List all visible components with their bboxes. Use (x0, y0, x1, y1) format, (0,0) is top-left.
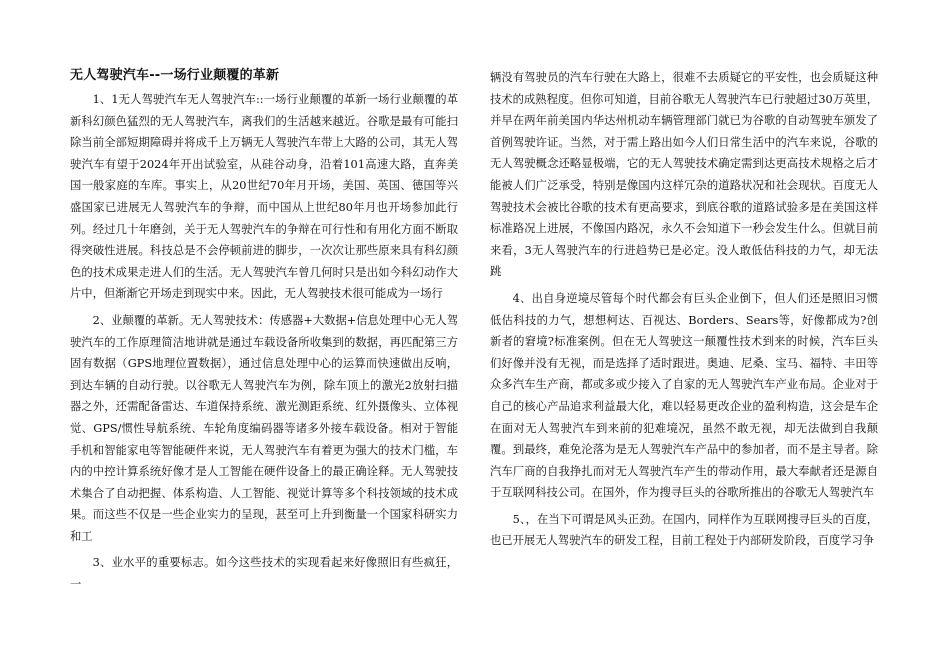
left-column (70, 66, 458, 601)
paragraph-3-start: 3、业水平的重要标志。如今这些技术的实现看起来好像照旧有些疯狂，一 (70, 556, 458, 592)
paragraph-1: 1、1无人驾驶汽车无人驾驶汽车::一场行业颠覆的革新一场行业颠覆的革新科幻颜色猛烈的无人驾驶汽车，离我们的生活越来越近。谷歌是最有可能扫除当前全部短期障碍并将成千上万辆无人驾驶汽车带上大路的公司，其无人驾驶汽车有望于2024年开出试验室，从硅谷动身，沿着101高速大路，直奔美国一般家庭的车库。事实上，从20世纪70年月开场，美国、英国、德国等兴盛国家已进展无人驾驶汽车的争辩，而中国从上世纪80年月也开场参加此行列。经过几十年磨剑，关于无人驾驶汽车的争辩在可行性和有用化方面不断取得突破性进展。科技总是不会停顿前进的脚步，一次次让那些原来具有科幻颜色的技术成果走进人们的生活。无人驾驶汽车曾几何时只是出如今科幻动作大片中，但渐渐它开场走到现实中来。因此，无人驾驶技术很可能成为一场行 (70, 93, 458, 301)
paragraph-5: 5、，在当下可谓是风头正劲。在国内，同样作为互联网搜寻巨头的百度，也已开展无人驾驶汽车的研发工程，目前工程处于内部研发阶段，百度学习争 (490, 512, 878, 548)
paragraph-3-continued: 辆没有驾驶员的汽车行驶在大路上，很难不去质疑它的平安性，也会质疑这种技术的成熟程度。但你可知道，目前谷歌无人驾驶汽车已行驶超过30万英里，并早在两年前美国内华达州机动车辆管理部门就已为谷歌的自动驾驶车颁发了首例驾驶许证。当然，对于需上路出如今人们日常生活中的汽车来说，谷歌的无人驾驶概念还略显极端，它的无人驾驶技术确定需到达更高技术规格之后才能被人们广泛承受，特别是像国内这样冗杂的道路状况和社会现状。百度无人驾驶技术会被比谷歌的技术有更高要求，到底谷歌的道路试验多是在美国这样标准路况上进展，不像国内路况，永久不会知道下一秒会发生什么。但就目前来看，3无人驾驶汽车的行进趋势已是必定。没人敢低估科技的力气，却无法跳 (490, 71, 878, 279)
paragraph-2: 2、业颠覆的革新。无人驾驶技术：传感器+大数据+信息处理中心无人驾驶汽车的工作原理简洁地讲就是通过车载设备所收集到的数据，再匹配第三方固有数据（GPS地理位置数据），通过信息处理中心的运算而快速做出反响，到达车辆的自动行驶。以谷歌无人驾驶汽车为例，除车顶上的激光2放射扫描器之外，还需配备雷达、车道保持系统、激光测距系统、红外摄像头、立体视觉、GPS/惯性导航系统、车轮角度编码器等诸多外接车载设备。相对于智能手机和智能家电等智能硬件来说，无人驾驶汽车有着更为强大的技术门槛，车内的中控计算系统好像才是人工智能在硬件设备上的最正确诠释。无人驾驶技术集合了自动把握、体系构造、人工智能、视觉计算等多个科技领域的技术成果。而这些不仅是一些企业实力的呈现，甚至可上升到衡量一个国家科研实力和工 (70, 313, 458, 543)
right-column (490, 67, 878, 557)
document-title: 无人驾驶汽车--一场行业颠覆的革新 (70, 68, 280, 83)
paragraph-4: 4、出自身逆境尽管每个时代都会有巨头企业倒下，但人们还是照旧习惯低估科技的力气，想想柯达、百视达、Borders、Sears等，好像都成为?创新者的窘境?标准案例。但在无人驾驶这一颠覆性技术到来的时候，汽车巨头们好像并没有无视，而是选择了适时跟进。奥迪、尼桑、宝马、福特、丰田等众多汽车生产商，都或多或少接入了自家的无人驾驶汽车产业布局。企业对于自己的核心产品追求利益最大化，难以轻易更改企业的盈利构造，这会是车企在面对无人驾驶汽车到来前的犯难境况，虽然不敢无视，却无法做到自我颠覆。到最终，难免沦落为是无人驾驶汽车产品中的参加者，而不是主导者。除汽车厂商的自我挣扎而对无人驾驶汽车产生的带动作用，最大奉献者还是源自于互联网科技公司。在国外，作为搜寻巨头的谷歌所推出的谷歌无人驾驶汽车 (490, 291, 878, 500)
